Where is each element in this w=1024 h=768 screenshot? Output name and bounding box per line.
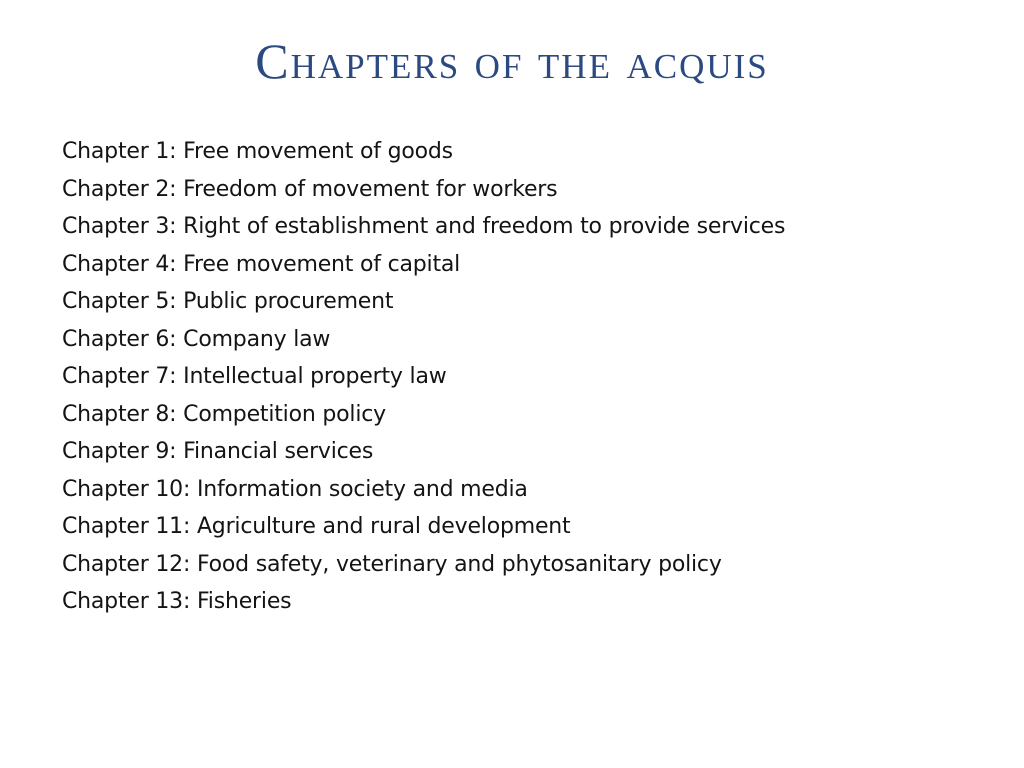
chapter-item-12: Chapter 12: Food safety, veterinary and phytosanitary policy	[62, 551, 722, 577]
chapter-item-10: Chapter 10: Information society and media	[62, 476, 528, 502]
chapter-item-7: Chapter 7: Intellectual property law	[62, 364, 447, 389]
chapter-item-8: Chapter 8: Competition policy	[62, 401, 386, 427]
chapter-item-3: Chapter 3: Right of establishment and freedom to provide services	[62, 214, 786, 239]
chapter-list	[62, 133, 785, 621]
chapter-item-4: Chapter 4: Free movement of capital	[62, 251, 461, 277]
chapter-item-13: Chapter 13: Fisheries	[62, 589, 292, 614]
chapter-item-11: Chapter 11: Agriculture and rural development	[62, 514, 571, 539]
slide-title: Chapters of the acquis	[255, 33, 769, 89]
chapter-item-9: Chapter 9: Financial services	[62, 439, 374, 464]
chapter-item-6: Chapter 6: Company law	[62, 326, 331, 352]
chapter-item-1: Chapter 1: Free movement of goods	[62, 139, 453, 164]
chapter-item-5: Chapter 5: Public procurement	[62, 289, 394, 314]
chapter-item-2: Chapter 2: Freedom of movement for workers	[62, 176, 558, 202]
